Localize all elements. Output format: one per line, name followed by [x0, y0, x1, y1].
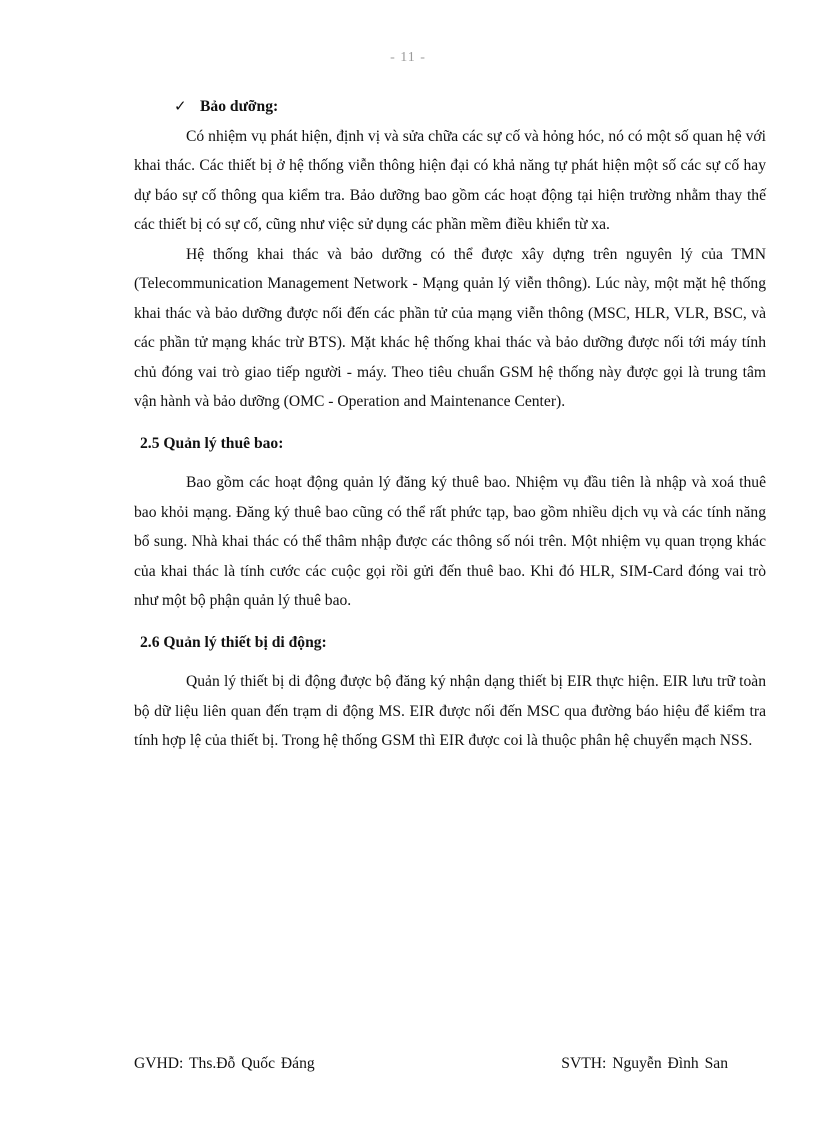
maintenance-paragraph-2: Hệ thống khai thác và bảo dưỡng có thể được xây dựng trên nguyên lý của TMN (Telecommunication Management Network - Mạng quản lý viễn thông). Lúc này, một mặt hệ thống khai thác và bảo dưỡng được nối đến các phần tử của mạng viễn thông (MSC, HLR, VLR, BSC, và các phần tử mạng khác trừ BTS). Mặt khác hệ thống khai thác và bảo dưỡng được nối tới máy tính chủ đóng vai trò giao tiếp người - máy. Theo tiêu chuẩn GSM hệ thống này được gọi là trung tâm vận hành và bảo dưỡng (OMC - Operation and Maintenance Center). — [134, 245, 766, 410]
section-2-5-heading: 2.5 Quản lý thuê bao: — [140, 434, 284, 452]
section-2-6-paragraph: Quản lý thiết bị di động được bộ đăng ký nhận dạng thiết bị EIR thực hiện. EIR lưu trữ toàn bộ dữ liệu liên quan đến trạm di động MS. EIR được nối đến MSC qua đường báo hiệu để kiểm tra tính hợp lệ của thiết bị. Trong hệ thống GSM thì EIR được coi là thuộc phân hệ chuyển mạch NSS. — [134, 673, 766, 749]
maintenance-heading — [134, 92, 766, 122]
check-icon: ✓ — [174, 97, 187, 115]
footer-student: SVTH: Nguyễn Đình San — [561, 1055, 728, 1072]
maintenance-paragraph-1: Có nhiệm vụ phát hiện, định vị và sửa chữa các sự cố và hỏng hóc, nó có một số quan hệ với khai thác. Các thiết bị ở hệ thống viễn thông hiện đại có khả năng tự phát hiện một số các sự cố hay dự báo sự cố thông qua kiểm tra. Bảo dưỡng bao gồm các hoạt động tại hiện trường nhằm thay thế các thiết bị có sự cố, cũng như việc sử dụng các phần mềm điều khiển từ xa. — [134, 127, 766, 233]
section-2-5-paragraph: Bao gồm các hoạt động quản lý đăng ký thuê bao. Nhiệm vụ đầu tiên là nhập và xoá thuê bao khỏi mạng. Đăng ký thuê bao cũng có thể rất phức tạp, bao gồm nhiều dịch vụ và các tính năng bổ sung. Nhà khai thác có thể thâm nhập được các thông số nói trên. Một nhiệm vụ quan trọng khác của khai thác là tính cước các cuộc gọi rồi gửi đến thuê bao. Khi đó HLR, SIM-Card đóng vai trò như một bộ phận quản lý thuê bao. — [134, 474, 766, 609]
maintenance-heading-text: Bảo dưỡng: — [200, 98, 279, 115]
section-2-6-heading: 2.6 Quản lý thiết bị di động: — [140, 633, 327, 651]
page-footer — [134, 1055, 728, 1073]
footer-advisor: GVHD: Ths.Đỗ Quốc Đáng — [134, 1055, 315, 1072]
page-content — [134, 92, 766, 756]
page-number: - 11 - — [390, 50, 426, 65]
